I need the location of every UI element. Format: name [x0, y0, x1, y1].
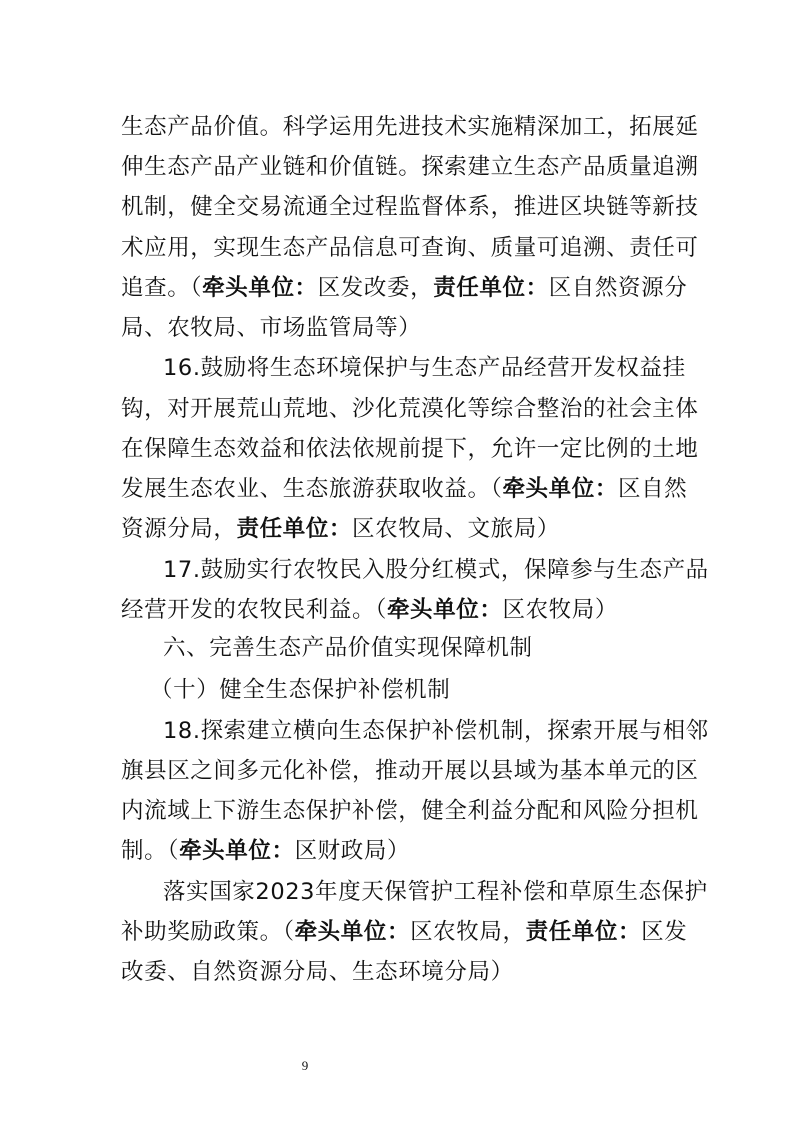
paragraph-4-line-3: 内流域上下游生态保护补偿，健全利益分配和风险分担机 [121, 798, 699, 824]
paragraph-2-line-5-text-b: 区农牧局、文旅局） [352, 516, 560, 542]
paragraph-1-line-3: 机制，健全交易流通全过程监督体系，推进区块链等新技 [121, 194, 699, 220]
paragraph-2-line-1: 16.鼓励将生态环境保护与生态产品经营开发权益挂 [163, 355, 686, 381]
paragraph-1-line-2: 伸生态产品产业链和价值链。探索建立生态产品质量追溯 [121, 154, 699, 180]
paragraph-1-line-4: 术应用，实现生态产品信息可查询、质量可追溯、责任可 [121, 235, 699, 261]
paragraph-1-line-5-text-b: 区发改委， [317, 275, 434, 301]
paragraph-1-line-5-text-c: 区自然资源分 [548, 275, 688, 301]
paragraph-1-line-6: 局、农牧局、市场监管局等） [121, 315, 422, 341]
paragraph-3-line-2 [121, 590, 681, 630]
section-heading: 六、完善生态产品价值实现保障机制 [163, 635, 533, 661]
paragraph-1-line-5 [121, 268, 688, 308]
lead-unit-label: 牵头单位： [202, 275, 318, 301]
paragraph-4-line-1: 18.探索建立横向生态保护补偿机制，探索开展与相邻 [163, 718, 709, 744]
responsible-unit-label: 责任单位： [236, 516, 353, 542]
paragraph-2-line-2: 钩，对开展荒山荒地、沙化荒漠化等综合整治的社会主体 [121, 396, 699, 422]
paragraph-1-line-1: 生态产品价值。科学运用先进技术实施精深加工，拓展延 [121, 114, 699, 140]
paragraph-3-line-2-text-a: 经营开发的农牧民利益。（ [121, 597, 387, 623]
paragraph-5-line-2-text-b: 区农牧局， [410, 919, 526, 945]
paragraph-2-line-5-text-a: 资源分局， [121, 516, 237, 542]
paragraph-5-line-2-text-c: 区发 [641, 919, 688, 945]
responsible-unit-label: 责任单位： [433, 275, 549, 301]
paragraph-4-line-4-text-b: 区财政局） [294, 838, 411, 864]
paragraph-1-line-5-text-a: 追查。（ [121, 275, 203, 301]
paragraph-2-line-4-text-a: 发展生态农业、生态旅游获取收益。（ [121, 476, 503, 502]
paragraph-2-line-4 [121, 469, 688, 509]
lead-unit-label: 牵头单位： [502, 476, 618, 502]
paragraph-5-line-1: 落实国家2023年度天保管护工程补偿和草原生态保护 [163, 879, 708, 905]
paragraph-5-line-3: 改委、自然资源分局、生态环境分局） [121, 959, 514, 985]
lead-unit-label: 牵头单位： [294, 919, 411, 945]
paragraph-4-line-4 [121, 831, 681, 871]
paragraph-5-line-2 [121, 912, 688, 952]
paragraph-3-line-1: 17.鼓励实行农牧民入股分红模式，保障参与生态产品 [163, 557, 709, 583]
paragraph-3-line-2-text-b: 区农牧局） [502, 597, 618, 623]
paragraph-2-line-3: 在保障生态效益和依法依规前提下，允许一定比例的土地 [121, 436, 699, 462]
lead-unit-label: 牵头单位： [386, 597, 503, 623]
lead-unit-label: 牵头单位： [179, 838, 295, 864]
responsible-unit-label: 责任单位： [525, 919, 642, 945]
paragraph-5-line-2-text-a: 补助奖励政策。（ [121, 919, 295, 945]
subsection-heading: （十）健全生态保护补偿机制 [150, 677, 451, 703]
paragraph-2-line-4-text-b: 区自然 [617, 476, 688, 502]
paragraph-4-line-4-text-a: 制。（ [121, 838, 180, 864]
page-number: 9 [301, 1058, 309, 1073]
paragraph-2-line-5 [121, 509, 681, 549]
paragraph-4-line-2: 旗县区之间多元化补偿，推动开展以县域为基本单元的区 [121, 758, 699, 784]
